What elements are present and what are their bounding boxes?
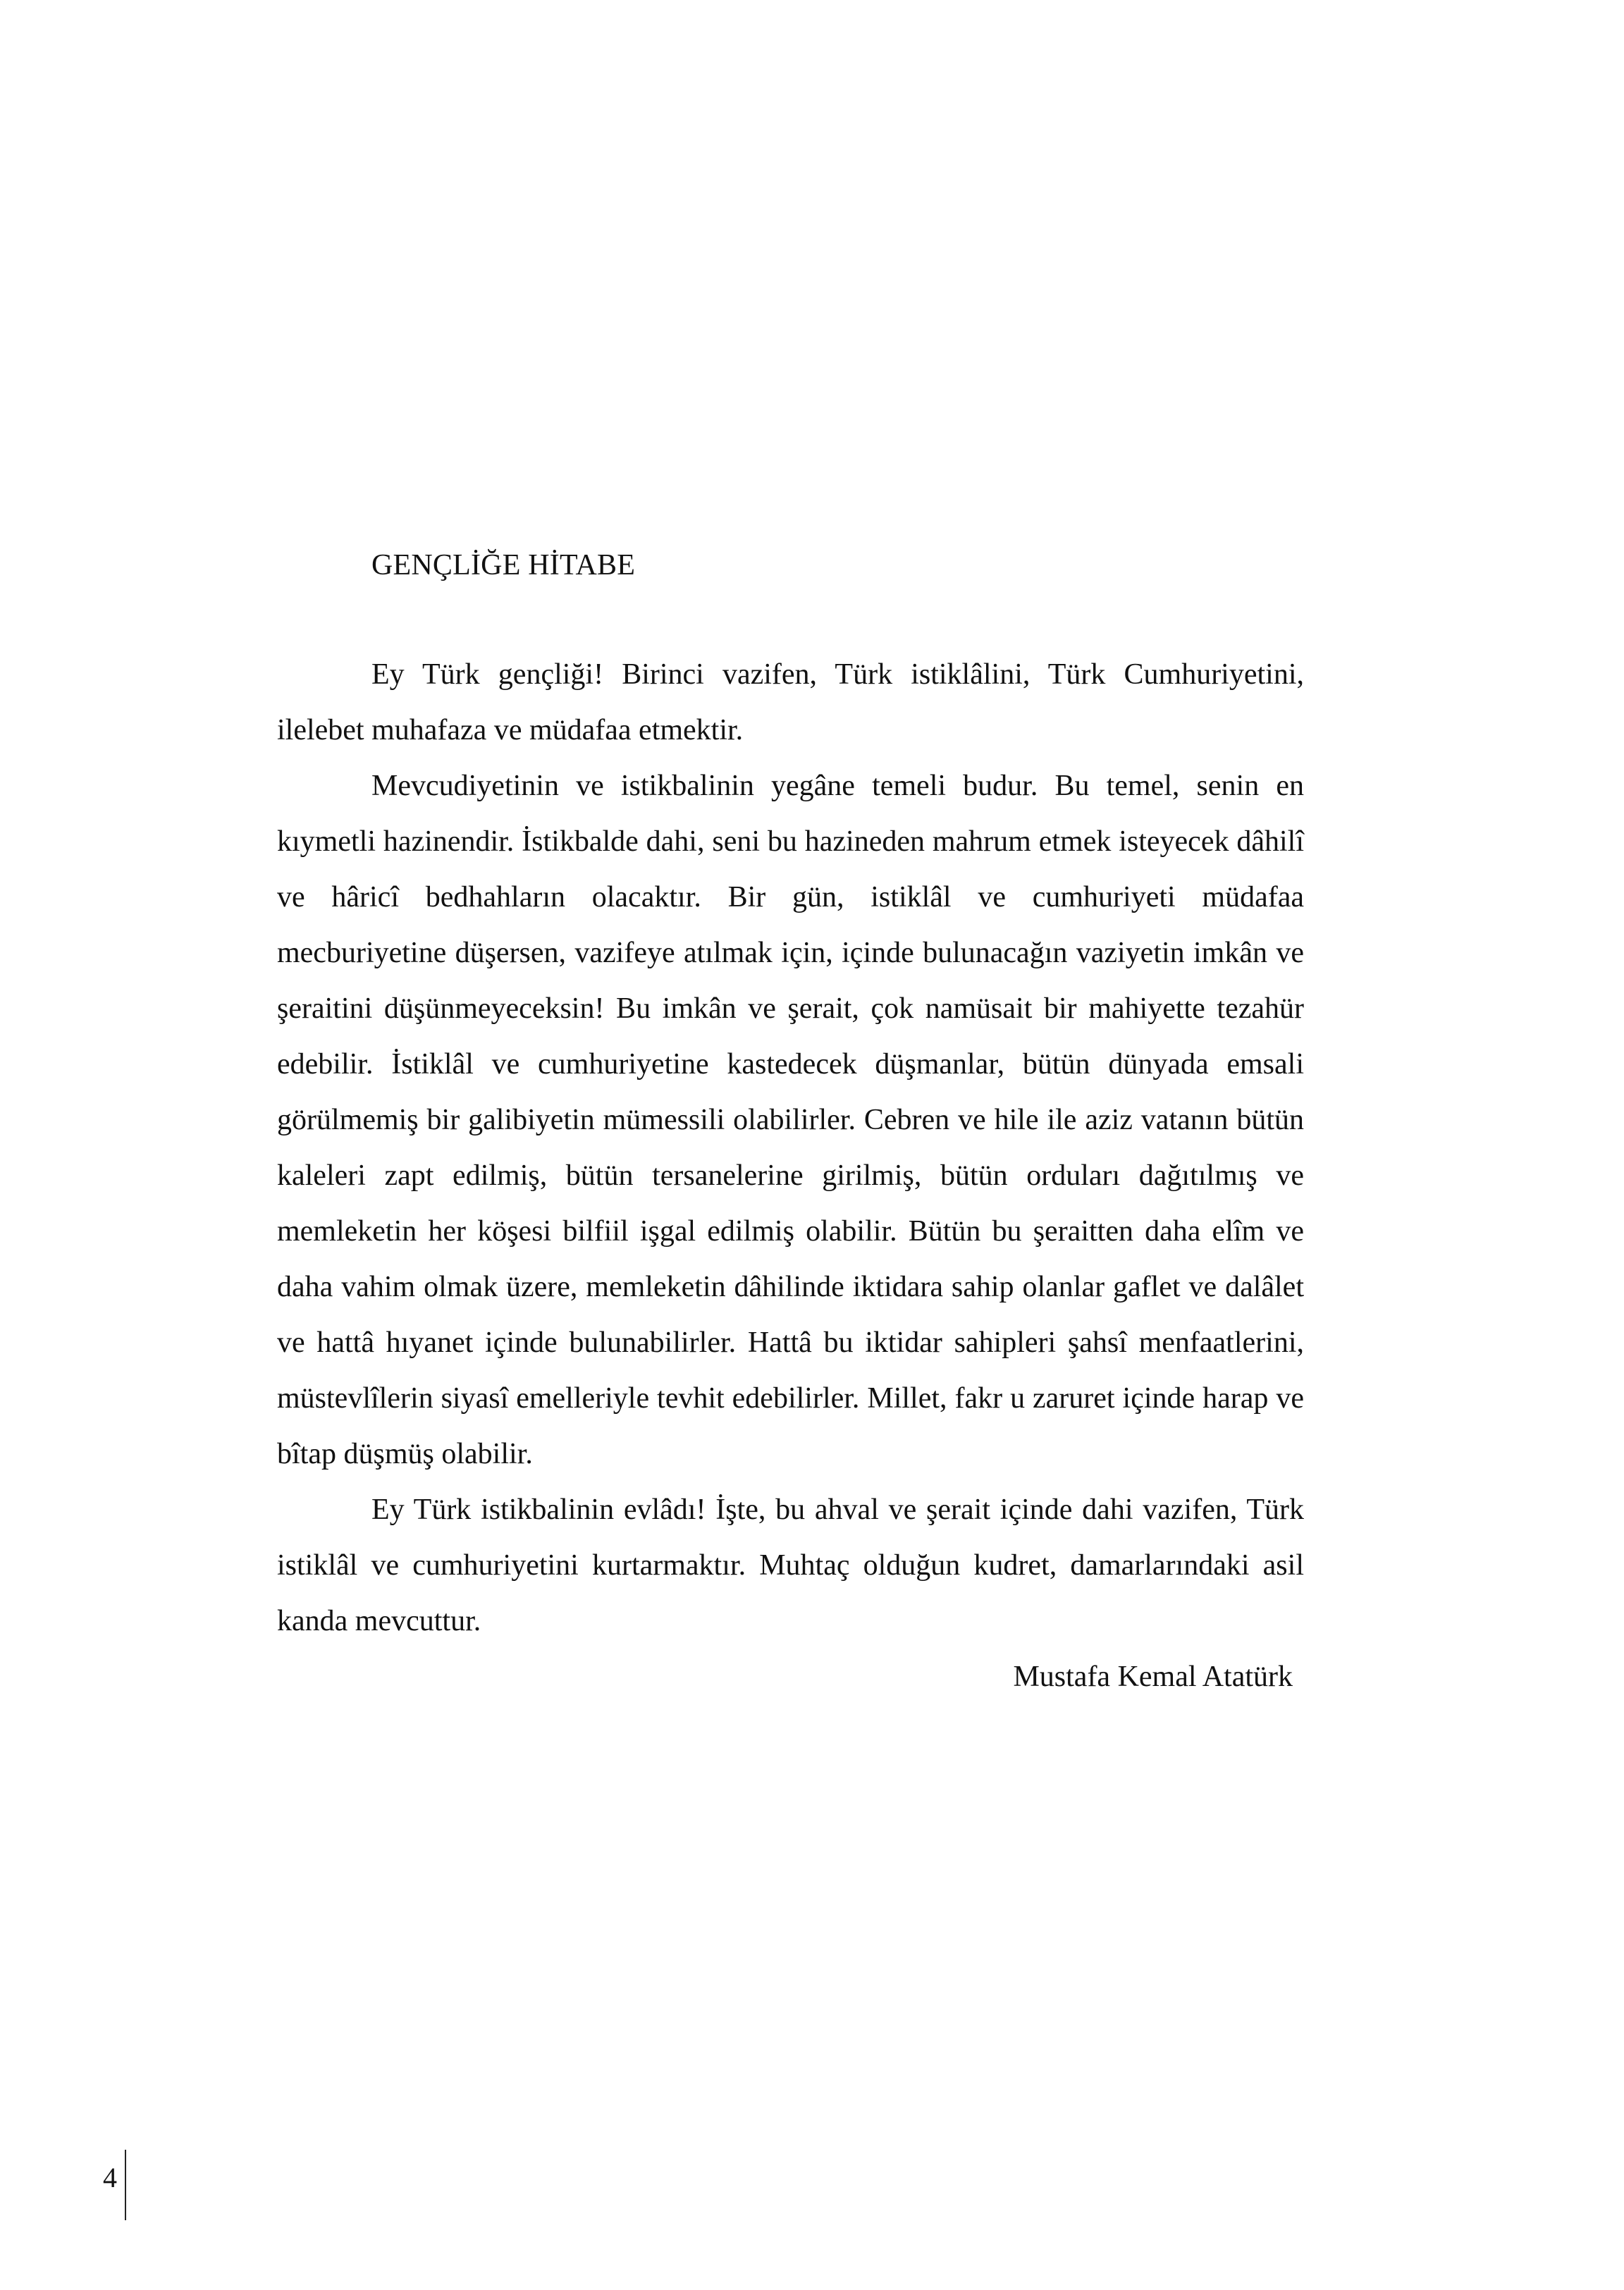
paragraph-3: Ey Türk istikbalinin evlâdı! İşte, bu ahval ve şerait içinde dahi vazifen, Türk istiklâl ve cumhuriyetini kurtarmaktır. Muhtaç olduğun kudret, damarlarındaki asil kanda mevcuttur. [277, 1494, 1304, 1637]
signature: Mustafa Kemal Atatürk [1013, 1661, 1293, 1693]
document-body [277, 647, 1304, 1705]
document-title: GENÇLİĞE HİTABE [371, 549, 636, 581]
paragraph-2: Mevcudiyetinin ve istikbalinin yegâne temeli budur. Bu temel, senin en kıymetli hazinendir. İstikbalde dahi, seni bu hazineden mahrum etmek isteyecek dâhilî ve hâricî bedhahların olacaktır. Bir gün, istiklâl ve cumhuriyeti müdafaa mecburiyetine düşersen, vazifeye atılmak için, içinde bulunacağın vaziyetin imkân ve şeraitini düşünmeyeceksin! Bu imkân ve şerait, çok namüsait bir mahiyette tezahür edebilir. İstiklâl ve cumhuriyetine kastedecek düşmanlar, bütün dünyada emsali görülmemiş bir galibiyetin mümessili olabilirler. Cebren ve hile ile aziz vatanın bütün kaleleri zapt edilmiş, bütün tersanelerine girilmiş, bütün orduları dağıtılmış ve memleketin her köşesi bilfiil işgal edilmiş olabilir. Bütün bu şeraitten daha elîm ve daha vahim olmak üzere, memleketin dâhilinde iktidara sahip olanlar gaflet ve dalâlet ve hattâ hıyanet içinde bulunabilirler. Hattâ bu iktidar sahipleri şahsî menfaatlerini, müstevlîlerin siyasî emelleriyle tevhit edebilirler. Millet, fakr u zaruret içinde harap ve bîtap düşmüş olabilir. [277, 770, 1304, 1470]
page-number: 4 [103, 2162, 117, 2193]
paragraph-1: Ey Türk gençliği! Birinci vazifen, Türk istiklâlini, Türk Cumhuriyetini, ilelebet muhafaza ve müdafaa etmektir. [277, 658, 1304, 746]
page-number-rule [125, 2150, 126, 2220]
